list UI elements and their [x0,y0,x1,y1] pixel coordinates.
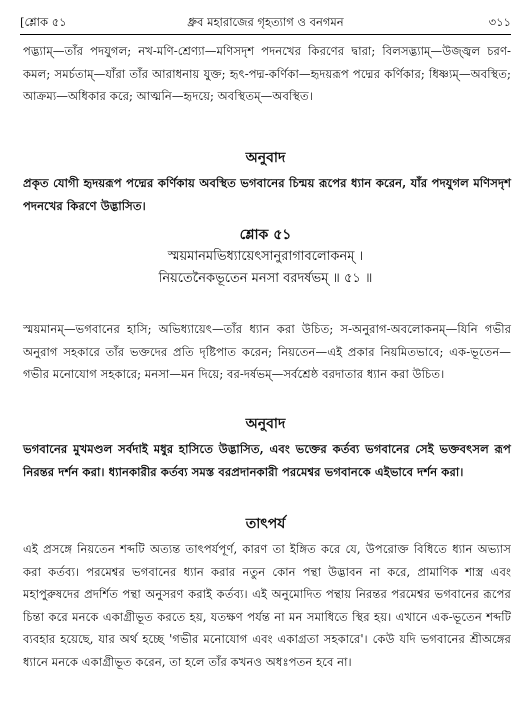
translation-50-block [23,172,511,217]
synonyms-top-block [23,40,511,108]
purport-text: এই প্রসঙ্গে নিয়তেন শব্দটি অত্যন্ত তাৎপর্যপূর্ণ, কারণ তা ইঙ্গিত করে যে, উপরোক্ত বিধিতে ধ্যান অভ্যাস করা কর্তব্য। পরমেশ্বর ভগবানের ধ্যান করার নতুন কোন পন্থা উদ্ভাবন না করে, প্রামাণিক শাস্ত্র এবং মহাপুরুষদের প্রদর্শিত পন্থা অনুসরণ করাই কর্তব্য। এই অনুমোদিত পন্থায় নিরন্তর পরমেশ্বর ভগবানের রূপের চিন্তা করে মনকে একাগ্রীভূত করতে হয়, যতক্ষণ পর্যন্ত না মন সমাধিতে স্থির হয়। এখানে এক-ভূতেন শব্দটি ব্যবহার হয়েছে, যার অর্থ হচ্ছে 'গভীর মনোযোগ এবং একাগ্রতা সহকারে'। কেউ যদি ভগবানের শ্রীঅঙ্গের ধ্যানে মনকে একাগ্রীভূত করেন, তা হলে তাঁর কখনও অধঃপতন হবে না। [23,542,511,669]
verse-title: শ্লোক ৫১ [239,227,292,243]
translation-heading-1: অনুবাদ [245,150,286,166]
purport-block [23,538,511,673]
header-verse-ref: [শ্লোক ৫১ [20,14,67,29]
synonyms-top: পদ্ভ্যাম্—তাঁর পদযুগল; নখ-মণি-শ্রেণ্যা—মণিসদৃশ পদনখের কিরণের দ্বারা; বিলসদ্ভ্যাম্—উজ্জ্বল চরণ-কমল; সমর্চতাম্—যাঁরা তাঁর আরাধনায় যুক্ত; হৃৎ-পদ্ম-কর্ণিকা—হৃদয়রূপ পদ্মের কর্ণিকার; ধিষ্ণ্যম্—অবস্থিত; আক্রম্য—অধিকার করে; আত্মনি—হৃদয়ে; অবস্থিতম্—অবস্থিত। [23,44,511,103]
translation-heading-2: অনুবাদ [245,416,286,432]
translation-50: প্রকৃত যোগী হৃদয়রূপ পদ্মের কর্ণিকায় অবস্থিত ভগবানের চিন্ময় রূপের ধ্যান করেন, যাঁর পদযুগল মণিসদৃশ পদনখের কিরণে উদ্ভাসিত। [23,176,511,213]
header-chapter-title: ধ্রুব মহারাজের গৃহত্যাগ ও বনগমন [187,14,344,29]
purport-heading: তাৎপর্য [245,516,286,532]
running-header [20,14,511,32]
header-rule [20,34,511,35]
synonyms-51: স্ময়মানম্—ভগবানের হাসি; অভিধ্যায়েৎ—তাঁর ধ্যান করা উচিত; স-অনুরাগ-অবলোকনম্—যিনি গভীর অনুরাগ সহকারে তাঁর ভক্তদের প্রতি দৃষ্টিপাত করেন; নিয়তেন—এই প্রকার নিয়মিতভাবে; এক-ভূতেন—গভীর মনোযোগ সহকারে; মনসা—মন দিয়ে; বর-দর্ষভম্—সর্বশ্রেষ্ঠ বরদাতার ধ্যান করা উচিত। [23,322,511,381]
synonyms-51-block [23,318,511,386]
page-number: ৩১১ [488,14,511,29]
translation-51-block [23,438,511,483]
translation-51: ভগবানের মুখমণ্ডল সর্বদাই মধুর হাসিতে উদ্ভাসিত, এবং ভক্তের কর্তব্য ভগবানের সেই ভক্তবৎসল রূপ নিরন্তর দর্শন করা। ধ্যানকারীর কর্তব্য সমস্ত বরপ্রদানকারী পরমেশ্বর ভগবানকে এইভাবে দর্শন করা। [23,442,511,479]
verse-block [0,224,531,290]
verse-line-1: স্ময়মানমভিধ্যায়েৎসানুরাগাবলোকনম্ । [167,249,364,264]
verse-line-2: নিয়তেনৈকভূতেন মনসা বরদর্ষভম্ ॥ ৫১ ॥ [158,271,373,286]
